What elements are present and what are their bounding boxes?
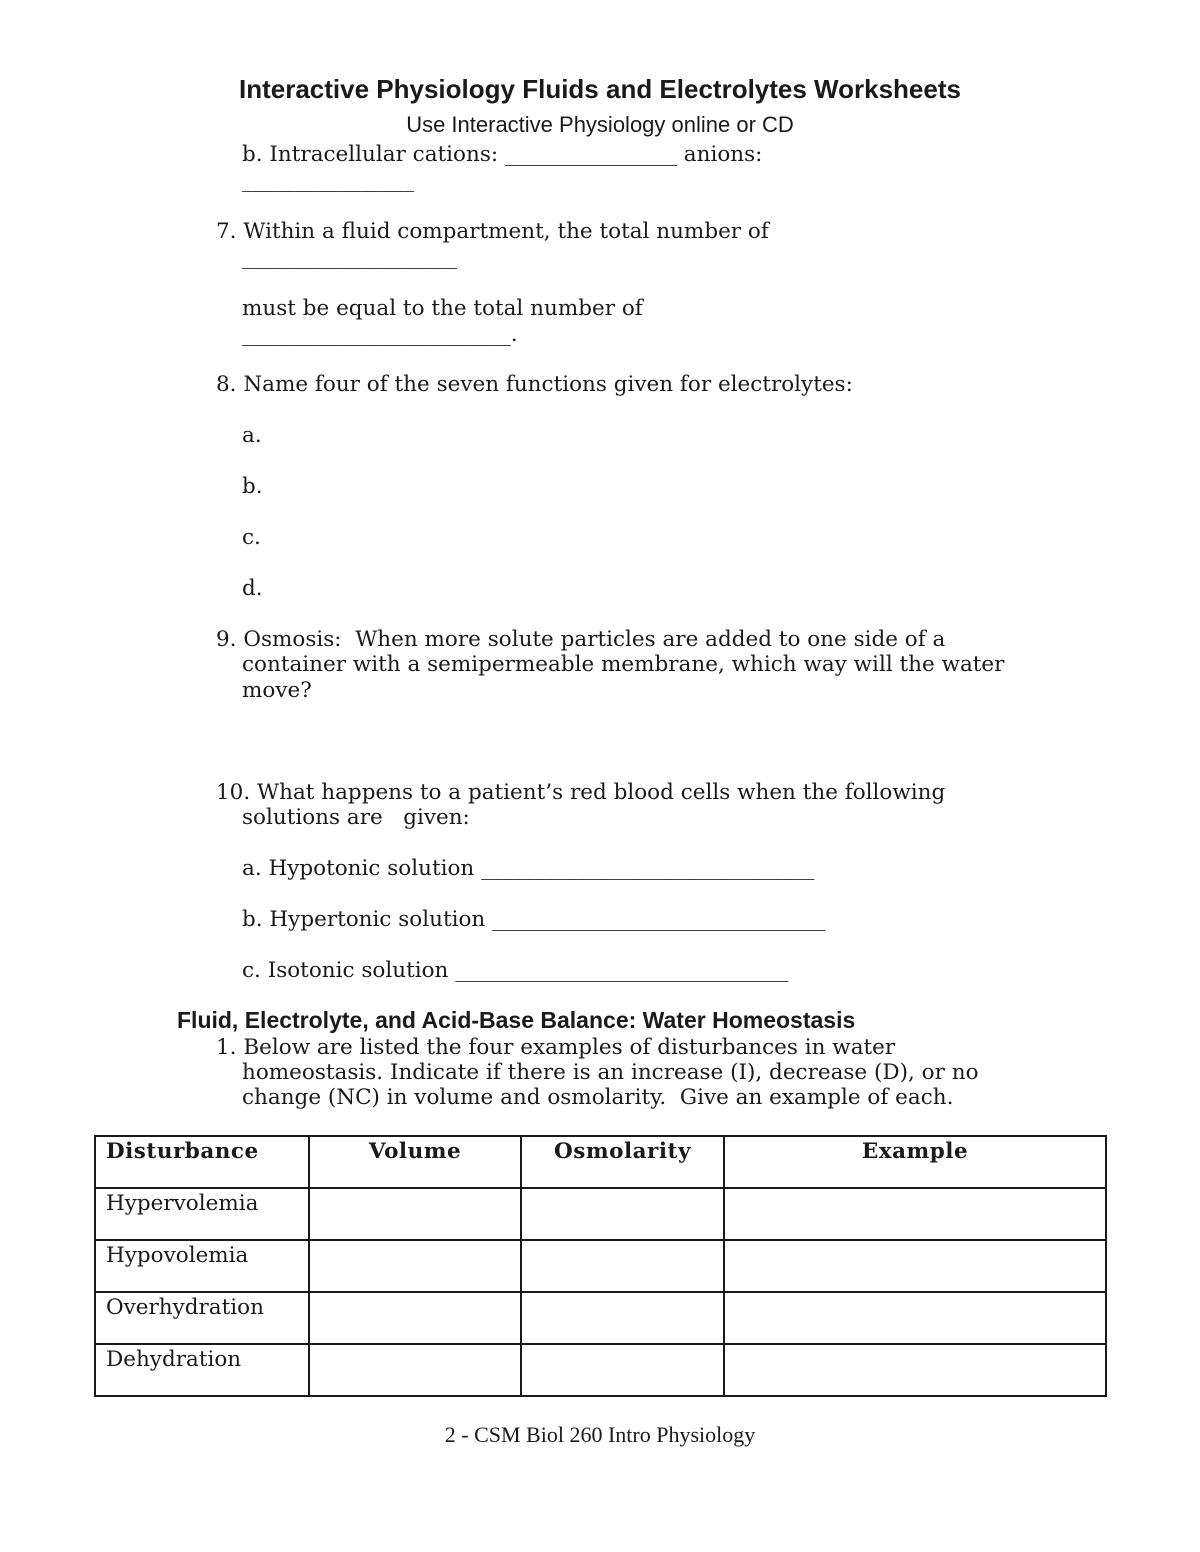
example-cell[interactable] xyxy=(724,1344,1106,1396)
header-disturbance: Disturbance xyxy=(95,1136,309,1188)
section-question-line-3: change (NC) in volume and osmolarity. Give an example of each. xyxy=(242,1085,954,1110)
table-row xyxy=(95,1292,1106,1344)
question-6b-blank: ________________ xyxy=(242,168,414,193)
header-volume: Volume xyxy=(309,1136,521,1188)
section-question-line-1: 1. Below are listed the four examples of disturbances in water xyxy=(216,1035,896,1060)
volume-cell[interactable] xyxy=(309,1344,521,1396)
table-row xyxy=(95,1344,1106,1396)
osmolarity-cell[interactable] xyxy=(521,1240,724,1292)
disturbance-table xyxy=(94,1135,1107,1397)
section-question-line-2: homeostasis. Indicate if there is an increase (I), decrease (D), or no xyxy=(242,1060,979,1085)
table-row xyxy=(95,1188,1106,1240)
row-label: Dehydration xyxy=(95,1344,309,1396)
osmolarity-cell[interactable] xyxy=(521,1188,724,1240)
question-8-item-d: d. xyxy=(242,576,263,601)
row-label: Hypervolemia xyxy=(95,1188,309,1240)
question-8-item-a: a. xyxy=(242,423,262,448)
row-label: Overhydration xyxy=(95,1292,309,1344)
question-7-blank-2: _________________________. xyxy=(242,322,518,347)
question-9-line-1: 9. Osmosis: When more solute particles are added to one side of a xyxy=(216,627,946,652)
question-8-item-c: c. xyxy=(242,525,261,550)
osmolarity-cell[interactable] xyxy=(521,1344,724,1396)
question-9-line-2: container with a semipermeable membrane, which way will the water xyxy=(242,652,1005,677)
header-osmolarity: Osmolarity xyxy=(521,1136,724,1188)
question-10-line-2: solutions are given: xyxy=(242,805,470,830)
question-7-blank-1: ____________________ xyxy=(242,245,457,270)
header-example: Example xyxy=(724,1136,1106,1188)
question-7-prompt: 7. Within a fluid compartment, the total number of xyxy=(216,219,769,244)
section-heading: Fluid, Electrolyte, and Acid-Base Balance: Water Homeostasis xyxy=(177,1007,856,1033)
volume-cell[interactable] xyxy=(309,1240,521,1292)
row-label: Hypovolemia xyxy=(95,1240,309,1292)
page-title: Interactive Physiology Fluids and Electrolytes Worksheets xyxy=(239,74,961,104)
question-8-prompt: 8. Name four of the seven functions given for electrolytes: xyxy=(216,372,853,397)
question-7-continuation: must be equal to the total number of xyxy=(242,296,643,321)
volume-cell[interactable] xyxy=(309,1188,521,1240)
example-cell[interactable] xyxy=(724,1188,1106,1240)
question-9-line-3: move? xyxy=(242,678,312,703)
page-footer: 2 - CSM Biol 260 Intro Physiology xyxy=(444,1422,756,1447)
example-cell[interactable] xyxy=(724,1240,1106,1292)
table-row xyxy=(95,1240,1106,1292)
example-cell[interactable] xyxy=(724,1292,1106,1344)
question-8-item-b: b. xyxy=(242,474,263,499)
table-header-row xyxy=(95,1136,1106,1188)
question-10-item-c: c. Isotonic solution _______________________________ xyxy=(242,958,789,983)
page-subtitle: Use Interactive Physiology online or CD xyxy=(406,112,794,137)
question-10-item-b: b. Hypertonic solution _______________________________ xyxy=(242,907,826,932)
question-6b-line: b. Intracellular cations: ________________ anions: xyxy=(242,142,763,167)
volume-cell[interactable] xyxy=(309,1292,521,1344)
osmolarity-cell[interactable] xyxy=(521,1292,724,1344)
question-10-item-a: a. Hypotonic solution _______________________________ xyxy=(242,856,815,881)
question-10-line-1: 10. What happens to a patient’s red blood cells when the following xyxy=(216,780,946,805)
